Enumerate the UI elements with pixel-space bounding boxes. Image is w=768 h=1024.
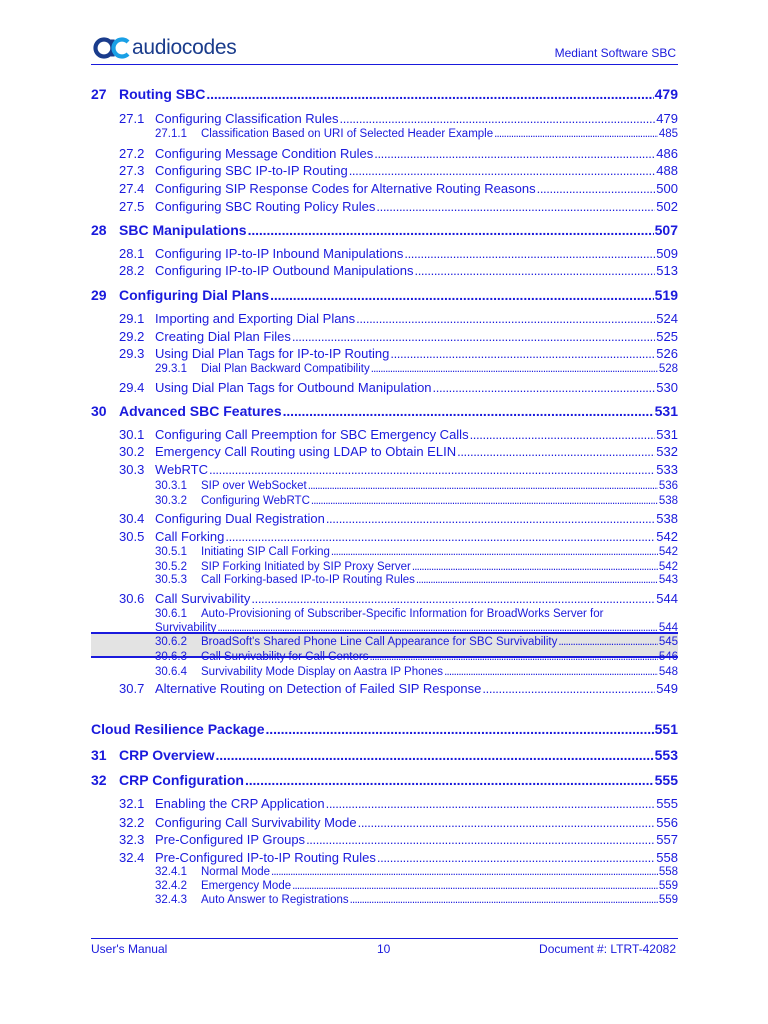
toc-entry-number: 30.4 xyxy=(119,511,145,526)
toc-entry-title: Using Dial Plan Tags for IP-to-IP Routing xyxy=(155,346,390,361)
toc-entry[interactable] xyxy=(119,263,678,278)
dot-leader xyxy=(215,747,653,763)
toc-entry[interactable] xyxy=(119,511,678,526)
toc-entry-title: Call Survivability for Call Centers xyxy=(201,651,369,663)
toc-entry-title: Using Dial Plan Tags for Outbound Manipulation xyxy=(155,380,432,395)
dot-leader xyxy=(206,86,653,102)
toc-entry-number: 30.6.2 xyxy=(155,636,187,648)
dot-leader xyxy=(349,163,656,178)
toc-entry-number: 30 xyxy=(91,403,107,419)
toc-entry-title: Auto Answer to Registrations xyxy=(201,894,349,906)
dot-leader xyxy=(271,866,658,878)
toc-entry[interactable] xyxy=(155,608,678,636)
toc-entry-page: 488 xyxy=(656,163,678,178)
toc-entry[interactable] xyxy=(155,866,678,878)
toc-entry-number: 30.5.1 xyxy=(155,546,187,558)
toc-entry[interactable] xyxy=(155,546,678,558)
toc-entry[interactable] xyxy=(91,403,678,419)
toc-entry-number: 30.6.3 xyxy=(155,651,187,663)
dot-leader xyxy=(308,480,658,492)
dot-leader xyxy=(340,111,656,126)
toc-entry-number: 27.1.1 xyxy=(155,128,187,140)
toc-entry-number: 30.1 xyxy=(119,427,145,442)
toc-entry-page: 555 xyxy=(656,796,678,811)
toc-entry-number: 30.6 xyxy=(119,591,145,606)
toc-entry[interactable] xyxy=(119,832,678,847)
toc-entry-title: Normal Mode xyxy=(201,866,271,878)
dot-leader xyxy=(292,880,658,892)
toc-entry-title: Configuring IP-to-IP Outbound Manipulations xyxy=(155,263,414,278)
dot-leader xyxy=(371,363,658,375)
dot-leader xyxy=(209,462,655,477)
toc-entry-number: 30.6.1 xyxy=(155,608,187,620)
toc-entry-number: 27.5 xyxy=(119,199,145,214)
toc-entry[interactable] xyxy=(155,666,678,678)
toc-entry-page: 544 xyxy=(656,591,678,606)
toc-entry-page: 525 xyxy=(656,329,678,344)
toc-entry-title: Configuring Classification Rules xyxy=(155,111,339,126)
toc-entry[interactable] xyxy=(155,128,678,140)
toc-entry[interactable] xyxy=(119,111,678,126)
footer-manual-label: User's Manual xyxy=(91,942,168,956)
audiocodes-logo-mark-icon xyxy=(91,35,131,61)
toc-entry-page: 509 xyxy=(656,246,678,261)
toc-entry[interactable] xyxy=(155,561,678,573)
toc-entry[interactable] xyxy=(119,796,678,811)
toc-entry-page: 558 xyxy=(658,866,678,878)
toc-entry-title: Importing and Exporting Dial Plans xyxy=(155,311,356,326)
toc-entry-title: Call Forking-based IP-to-IP Routing Rules xyxy=(201,574,415,586)
toc-entry-page: 528 xyxy=(658,363,678,375)
toc-entry-number: 30.5 xyxy=(119,529,145,544)
toc-package-entry[interactable] xyxy=(91,721,678,737)
toc-entry-page: 526 xyxy=(656,346,678,361)
dot-leader xyxy=(416,574,658,586)
toc-entry-number: 30.3.2 xyxy=(155,495,187,507)
toc-entry[interactable] xyxy=(119,681,678,696)
toc-entry-page: 553 xyxy=(654,747,678,763)
dot-leader xyxy=(414,263,655,278)
toc-entry-page: 551 xyxy=(654,721,678,737)
toc-entry[interactable] xyxy=(119,591,678,606)
toc-entry-title: Cloud Resilience Package xyxy=(91,721,265,737)
toc-entry-number: 27.1 xyxy=(119,111,145,126)
toc-entry[interactable] xyxy=(91,772,678,788)
toc-entry-title: Configuring SBC IP-to-IP Routing xyxy=(155,163,348,178)
toc-entry-number: 29 xyxy=(91,287,107,303)
page-footer xyxy=(91,938,678,956)
toc-entry-page: 555 xyxy=(654,772,678,788)
toc-entry-page: 502 xyxy=(656,199,678,214)
toc-entry-page: 546 xyxy=(658,651,678,663)
dot-leader xyxy=(251,591,655,606)
toc-entry-page: 542 xyxy=(658,546,678,558)
toc-entry[interactable] xyxy=(91,222,678,238)
dot-leader xyxy=(494,128,658,140)
dot-leader xyxy=(358,815,656,830)
toc-entry-number: 27.3 xyxy=(119,163,145,178)
toc-entry-title: Enabling the CRP Application xyxy=(155,796,325,811)
toc-entry-page: 543 xyxy=(658,574,678,586)
toc-entry-title: Survivability Mode Display on Aastra IP Phones xyxy=(201,666,444,678)
toc-entry[interactable] xyxy=(119,529,678,544)
toc-entry[interactable] xyxy=(119,815,678,830)
toc-entry-number: 30.6.4 xyxy=(155,666,187,678)
toc-entry[interactable] xyxy=(119,181,678,196)
toc-entry-page: 536 xyxy=(658,480,678,492)
toc-entry-title: Dial Plan Backward Compatibility xyxy=(201,363,370,375)
toc-entry-number: 32.4.2 xyxy=(155,880,187,892)
toc-entry-title: Pre-Configured IP-to-IP Routing Rules xyxy=(155,850,376,865)
toc-entry-page: 533 xyxy=(656,462,678,477)
toc-entry-title: WebRTC xyxy=(155,462,208,477)
dot-leader xyxy=(444,666,658,678)
document-title: Mediant Software SBC xyxy=(554,46,676,60)
toc-entry-page: 558 xyxy=(656,850,678,865)
toc-entry-page: 538 xyxy=(656,511,678,526)
toc-entry[interactable] xyxy=(91,86,678,102)
toc-entry-page: 531 xyxy=(656,427,678,442)
toc-entry-number: 28 xyxy=(91,222,107,238)
toc-entry-number: 30.5.2 xyxy=(155,561,187,573)
toc-entry-title: Creating Dial Plan Files xyxy=(155,329,291,344)
toc-entry-number: 27 xyxy=(91,86,107,102)
toc-entry[interactable] xyxy=(91,747,678,763)
toc-entry-title: Emergency Call Routing using LDAP to Obtain ELIN xyxy=(155,444,457,459)
toc-entry-page: 559 xyxy=(658,894,678,906)
dot-leader xyxy=(537,181,656,196)
toc-entry-page: 548 xyxy=(658,666,678,678)
toc-entry-page: 538 xyxy=(658,495,678,507)
dot-leader xyxy=(377,850,655,865)
dot-leader xyxy=(326,796,656,811)
dot-leader xyxy=(374,146,655,161)
toc-entry-title: Call Survivability xyxy=(155,591,251,606)
footer-page-number: 10 xyxy=(377,942,391,956)
toc-entry-title: Configuring Message Condition Rules xyxy=(155,146,374,161)
toc-entry-number: 30.2 xyxy=(119,444,145,459)
toc-entry-page: 507 xyxy=(654,222,678,238)
page-header xyxy=(91,34,678,65)
toc-entry-number: 30.3.1 xyxy=(155,480,187,492)
toc-entry-page: 542 xyxy=(658,561,678,573)
toc-entry-number: 29.2 xyxy=(119,329,145,344)
dot-leader xyxy=(331,546,658,558)
toc-entry[interactable] xyxy=(155,363,678,375)
dot-leader xyxy=(470,427,656,442)
toc-entry-number: 29.3 xyxy=(119,346,145,361)
toc-entry-number: 32.1 xyxy=(119,796,145,811)
dot-leader xyxy=(248,222,654,238)
dot-leader xyxy=(217,622,657,634)
toc-entry[interactable] xyxy=(119,329,678,344)
toc-entry-title: BroadSoft's Shared Phone Line Call Appearance for SBC Survivability xyxy=(201,636,558,648)
toc-entry[interactable] xyxy=(119,311,678,326)
dot-leader xyxy=(350,894,658,906)
toc-entry-title: Configuring Dual Registration xyxy=(155,511,325,526)
toc-entry-title: Configuring Dial Plans xyxy=(119,287,270,303)
dot-leader xyxy=(311,495,658,507)
dot-leader xyxy=(270,287,654,303)
dot-leader xyxy=(376,199,655,214)
toc-entry[interactable] xyxy=(155,495,678,507)
toc-entry-page: 544 xyxy=(658,622,678,634)
toc-entry-title: Configuring IP-to-IP Inbound Manipulations xyxy=(155,246,404,261)
toc-entry-title: Configuring WebRTC xyxy=(201,495,310,507)
toc-entry-page: 479 xyxy=(656,111,678,126)
toc-entry-number: 27.2 xyxy=(119,146,145,161)
dot-leader xyxy=(266,721,654,737)
dot-leader xyxy=(482,681,655,696)
toc-entry-page: 542 xyxy=(656,529,678,544)
toc-entry-number: 27.4 xyxy=(119,181,145,196)
toc-entry[interactable] xyxy=(155,894,678,906)
toc-entry[interactable] xyxy=(91,287,678,303)
toc-entry-page: 479 xyxy=(654,86,678,102)
toc-entry-number: 31 xyxy=(91,747,107,763)
toc-entry-number: 30.3 xyxy=(119,462,145,477)
toc-entry-title: CRP Overview xyxy=(119,747,215,763)
dot-leader xyxy=(292,329,655,344)
toc-entry[interactable] xyxy=(119,199,678,214)
toc-entry[interactable] xyxy=(119,427,678,442)
dot-leader xyxy=(356,311,655,326)
toc-entry[interactable] xyxy=(119,346,678,361)
toc-entry-number: 32.2 xyxy=(119,815,145,830)
toc-entry-title: Classification Based on URI of Selected Header Example xyxy=(201,128,494,140)
dot-leader xyxy=(433,380,656,395)
toc-entry-page: 519 xyxy=(654,287,678,303)
toc-entry-page: 500 xyxy=(656,181,678,196)
toc-entry-title: Emergency Mode xyxy=(201,880,292,892)
toc-entry[interactable] xyxy=(119,163,678,178)
toc-entry-page: 532 xyxy=(656,444,678,459)
toc-entry-title: CRP Configuration xyxy=(119,772,244,788)
toc-entry-page: 556 xyxy=(656,815,678,830)
dot-leader xyxy=(245,772,654,788)
toc-entry[interactable] xyxy=(119,444,678,459)
dot-leader xyxy=(390,346,655,361)
toc-entry-number: 28.1 xyxy=(119,246,145,261)
toc-entry-page: 557 xyxy=(656,832,678,847)
toc-entry-title: Configuring Call Survivability Mode xyxy=(155,815,357,830)
dot-leader xyxy=(369,651,657,663)
toc-entry-number: 32.4 xyxy=(119,850,145,865)
toc-entry-page: 485 xyxy=(658,128,678,140)
toc-entry-number: 32 xyxy=(91,772,107,788)
toc-entry-page: 545 xyxy=(658,636,678,648)
toc-entry-number: 28.2 xyxy=(119,263,145,278)
toc-entry[interactable] xyxy=(155,651,678,663)
toc-entry[interactable] xyxy=(155,480,678,492)
toc-entry-title: Auto-Provisioning of Subscriber-Specific Information for BroadWorks Server for xyxy=(201,608,604,620)
toc-entry[interactable] xyxy=(119,462,678,477)
footer-document-number: Document #: LTRT-42082 xyxy=(539,942,676,956)
toc-entry-title: Alternative Routing on Detection of Failed SIP Response xyxy=(155,681,482,696)
toc-entry[interactable] xyxy=(155,880,678,892)
toc-entry-title: Advanced SBC Features xyxy=(119,403,282,419)
dot-leader xyxy=(283,403,654,419)
toc-entry[interactable] xyxy=(119,146,678,161)
toc-entry-page: 549 xyxy=(656,681,678,696)
toc-entry-number: 29.3.1 xyxy=(155,363,187,375)
toc-entry[interactable] xyxy=(155,636,678,648)
dot-leader xyxy=(225,529,655,544)
toc-entry[interactable] xyxy=(119,246,678,261)
toc-entry-title: Call Forking xyxy=(155,529,225,544)
toc-entry-page: 524 xyxy=(656,311,678,326)
dot-leader xyxy=(457,444,655,459)
dot-leader xyxy=(306,832,655,847)
toc-entry[interactable] xyxy=(119,380,678,395)
toc-entry-title: Configuring Call Preemption for SBC Emergency Calls xyxy=(155,427,469,442)
toc-entry-title: Initiating SIP Call Forking xyxy=(201,546,330,558)
toc-entry-title: SIP over WebSocket xyxy=(201,480,307,492)
dot-leader xyxy=(404,246,655,261)
toc-entry-title: Routing SBC xyxy=(119,86,206,102)
audiocodes-logo xyxy=(91,34,236,62)
dot-leader xyxy=(326,511,655,526)
toc-entry-page: 559 xyxy=(658,880,678,892)
toc-entry-number: 29.1 xyxy=(119,311,145,326)
logo-text: audiocodes xyxy=(132,36,237,59)
toc-entry[interactable] xyxy=(119,850,678,865)
dot-leader xyxy=(412,561,658,573)
toc-entry-title: SBC Manipulations xyxy=(119,222,247,238)
dot-leader xyxy=(558,636,657,648)
toc-entry-title: Configuring SBC Routing Policy Rules xyxy=(155,199,376,214)
toc-entry-page: 513 xyxy=(656,263,678,278)
toc-entry-page: 530 xyxy=(656,380,678,395)
toc-entry-number: 29.4 xyxy=(119,380,145,395)
toc-entry-page: 531 xyxy=(654,403,678,419)
toc-entry-page: 486 xyxy=(656,146,678,161)
toc-entry-number: 30.5.3 xyxy=(155,574,187,586)
toc-entry-title-continued: Survivability xyxy=(155,622,217,634)
toc-entry-title: Pre-Configured IP Groups xyxy=(155,832,306,847)
toc-entry-title: Configuring SIP Response Codes for Alternative Routing Reasons xyxy=(155,181,536,196)
toc-entry-number: 32.4.3 xyxy=(155,894,187,906)
toc-entry-title: SIP Forking Initiated by SIP Proxy Server xyxy=(201,561,411,573)
toc-entry-number: 32.4.1 xyxy=(155,866,187,878)
toc-entry-number: 30.7 xyxy=(119,681,145,696)
toc-entry[interactable] xyxy=(155,574,678,586)
toc-entry-number: 32.3 xyxy=(119,832,145,847)
